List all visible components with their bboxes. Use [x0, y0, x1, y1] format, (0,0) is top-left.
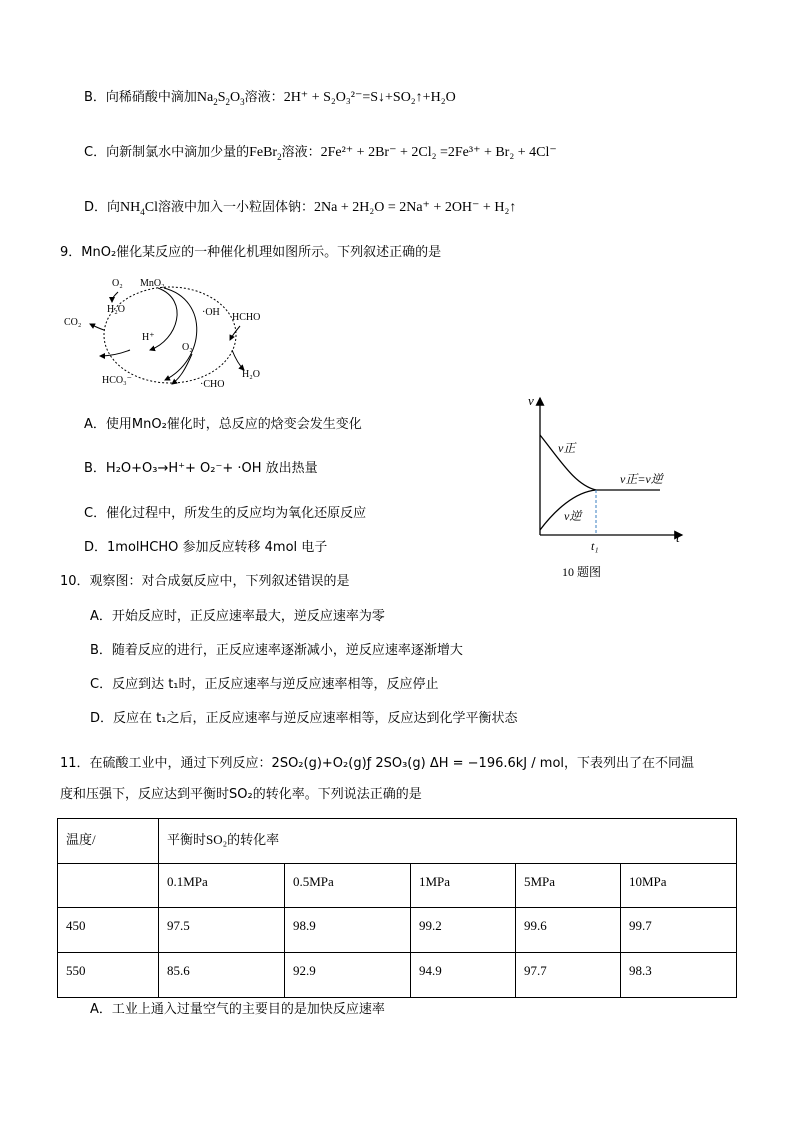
- q8-option-b: B．向稀硝酸中滴加$Na_2S_2O_3$溶液：2H⁺ + S₂O₃²⁻=S↓+SO₂↑+H₂O: [84, 90, 456, 107]
- cell: 99.7: [621, 908, 737, 953]
- q10-option-d: D．反应在 t₁之后，正反应速率与逆反应速率相等，反应达到化学平衡状态: [90, 711, 518, 726]
- arrow-to-left: [100, 350, 130, 356]
- label-h2o-right: H₂O: [242, 369, 260, 380]
- label-cho: ·CHO: [200, 379, 225, 390]
- q11-stem-line1: 11．在硫酸工业中，通过下列反应：2SO₂(g)+O₂(g)ƒ 2SO₃(g) ΔH = −196.6kJ / mol，下表列出了在不同温: [60, 756, 695, 771]
- cell: 92.9: [285, 953, 411, 998]
- q9-option-d: D．1molHCHO 参加反应转移 4mol 电子: [84, 540, 328, 555]
- q9-option-c: C．催化过程中，所发生的反应均为氧化还原反应: [84, 506, 367, 521]
- cell: 97.7: [516, 953, 621, 998]
- q9-option-b: B．H₂O+O₃→H⁺+ O₂⁻+ ·OH 放出热量: [84, 461, 318, 476]
- header-pressure: 0.1MPa: [159, 864, 285, 908]
- q11-stem-line2: 度和压强下，反应达到平衡时SO₂的转化率。下列说法正确的是: [60, 787, 422, 802]
- v-forward-label: v正: [558, 441, 576, 455]
- header-pressure: 5MPa: [516, 864, 621, 908]
- label-oh: ·OH: [202, 307, 220, 318]
- label-h2o-left: H₂O: [107, 304, 125, 315]
- row-temp: 550: [58, 953, 159, 998]
- arrow-to-hco3: [164, 288, 197, 380]
- table-row: [58, 953, 737, 998]
- label-hco3: HCO₃⁻: [102, 375, 132, 386]
- label-mno2: MnO₂: [140, 278, 165, 289]
- q10-option-a: A．开始反应时，正反应速率最大，逆反应速率为零: [90, 609, 385, 624]
- v-equal-label: v正=v逆: [620, 472, 663, 486]
- x-axis-label: t: [676, 530, 680, 545]
- label-o2-top: O₂: [112, 278, 123, 289]
- q9-option-a: A．使用MnO₂催化时，总反应的焓变会发生变化: [84, 417, 362, 432]
- header-conversion: 平衡时SO₂的转化率: [159, 819, 737, 864]
- label-hplus: H⁺: [142, 332, 155, 343]
- cell: 99.2: [411, 908, 516, 953]
- v-reverse-label: v逆: [564, 509, 582, 523]
- q10-stem: 10．观察图：对合成氨反应中，下列叙述错误的是: [60, 574, 350, 589]
- y-axis-label: v: [528, 393, 534, 408]
- header-temperature: 温度/: [58, 819, 159, 864]
- rate-time-graph: [520, 390, 690, 585]
- header-pressure: 10MPa: [621, 864, 737, 908]
- cell: 98.9: [285, 908, 411, 953]
- q9-stem: 9．MnO₂催化某反应的一种催化机理如图所示。下列叙述正确的是: [60, 245, 442, 260]
- arrow-h2o-out: [232, 350, 244, 370]
- header-empty: [58, 864, 159, 908]
- cell: 94.9: [411, 953, 516, 998]
- label-o2-mid: O₂: [182, 342, 193, 353]
- cell: 85.6: [159, 953, 285, 998]
- header-pressure: 0.5MPa: [285, 864, 411, 908]
- row-temp: 450: [58, 908, 159, 953]
- header-pressure: 1MPa: [411, 864, 516, 908]
- t1-label: t₁: [591, 539, 599, 553]
- q8-option-c: C．向新制氯水中滴加少量的FeBr$_2$溶液：2Fe²⁺ + 2Br⁻ + 2Cl₂ =2Fe³⁺ + Br₂ + 4Cl⁻: [84, 145, 557, 162]
- q10-option-b: B．随着反应的进行，正反应速率逐渐减小，逆反应速率逐渐增大: [90, 643, 463, 658]
- graph-caption: 10 题图: [562, 565, 602, 579]
- arrow-o2-to-h2o: [112, 292, 118, 302]
- q10-option-c: C．反应到达 t₁时，正反应速率与逆反应速率相等，反应停止: [90, 677, 439, 692]
- cell: 98.3: [621, 953, 737, 998]
- table-row: [58, 908, 737, 953]
- q11-option-a: A．工业上通入过量空气的主要目的是加快反应速率: [90, 1002, 385, 1017]
- cell: 97.5: [159, 908, 285, 953]
- arrow-co2-out: [90, 324, 104, 330]
- cell: 99.6: [516, 908, 621, 953]
- conversion-table: [57, 818, 737, 998]
- q8-option-d: D．向$NH_4Cl$溶液中加入一小粒固体钠：2Na + 2H₂O = 2Na⁺ + 2OH⁻ + H₂↑: [84, 200, 517, 217]
- label-co2: CO₂: [64, 317, 82, 328]
- label-hcho: HCHO: [232, 312, 261, 323]
- catalytic-mechanism-diagram: [60, 270, 290, 395]
